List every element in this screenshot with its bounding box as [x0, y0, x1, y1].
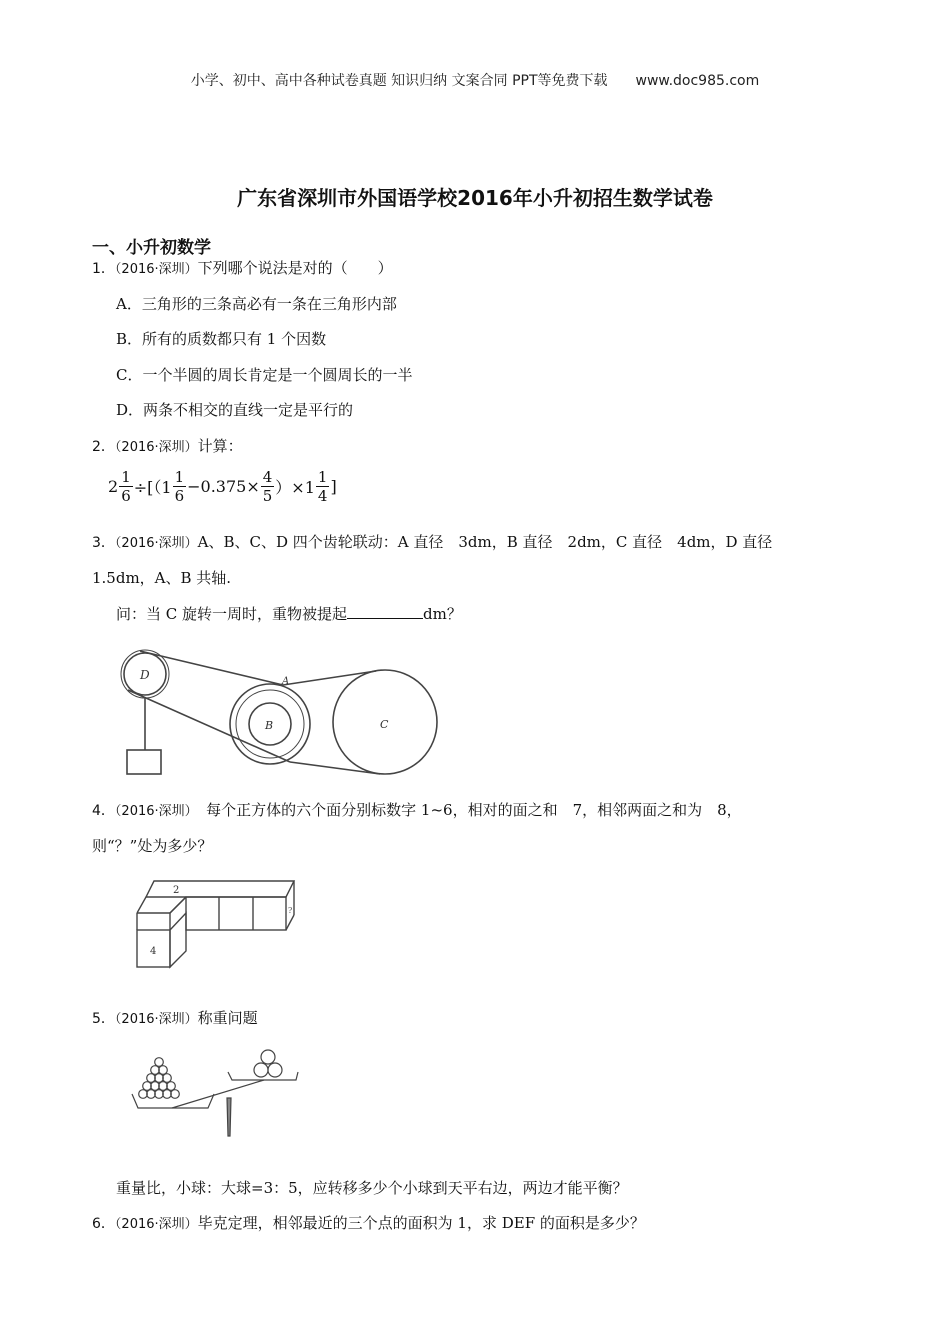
- option-b: B．所有的质数都只有 1 个因数: [116, 330, 327, 348]
- cube-side-face: [170, 913, 186, 967]
- question-text: 毕克定理，相邻最近的三个点的面积为 1，求 DEF 的面积是多少？: [197, 1214, 645, 1232]
- belt-line: [283, 671, 376, 685]
- label-b: B: [265, 719, 274, 732]
- gear-figure: [118, 644, 448, 784]
- option-d: D．两条不相交的直线一定是平行的: [116, 401, 354, 419]
- balance-beam: [172, 1080, 264, 1108]
- question-number: 2．: [92, 439, 115, 455]
- page-title: 广东省深圳市外国语学校2016年小升初招生数学试卷: [237, 186, 713, 210]
- formula-operator: −0.375×: [187, 477, 260, 496]
- header-site-link[interactable]: www.doc985.com: [635, 73, 760, 89]
- question-3-line-2: 1.5dm，A、B 共轴.: [92, 569, 232, 587]
- label-top-number: 2: [173, 885, 180, 896]
- question-text: 计算：: [197, 437, 243, 455]
- question-number: 3．: [92, 535, 115, 551]
- formula-operator: ÷[（1: [133, 478, 172, 497]
- fraction-numerator: 1: [174, 468, 185, 486]
- fraction-denominator: 6: [121, 487, 131, 505]
- question-text: 称重问题: [197, 1009, 258, 1027]
- question-source: （2016·深圳）: [114, 536, 198, 551]
- small-balls: [139, 1058, 180, 1099]
- question-source: （2016·深圳）: [114, 440, 198, 455]
- question-text: 下列哪个说法是对的（ ）: [197, 259, 393, 277]
- fraction-numerator: 1: [121, 468, 131, 486]
- fraction-denominator: 4: [317, 487, 328, 505]
- cube-edge: [286, 915, 294, 930]
- fraction-4: [316, 468, 330, 505]
- belt-line: [290, 762, 380, 774]
- question-5: [92, 1008, 258, 1030]
- balance-stand: [227, 1098, 231, 1136]
- label-a: A: [282, 676, 290, 687]
- fraction-numerator: 4: [262, 468, 273, 486]
- question-3-ask: [116, 604, 462, 624]
- cube-edge: [137, 897, 146, 913]
- question-number: 1．: [92, 261, 115, 277]
- question-number: 4．: [92, 803, 115, 819]
- fraction-denominator: 5: [262, 487, 273, 505]
- question-6: [92, 1213, 645, 1235]
- question-source: （2016·深圳）: [114, 262, 198, 277]
- cube-edge: [170, 897, 186, 913]
- question-2: [92, 436, 243, 458]
- question-4-line-2: 则“？”处为多少？: [92, 837, 213, 855]
- answer-blank[interactable]: [347, 604, 423, 619]
- ask-unit: dm？: [423, 605, 462, 623]
- big-balls: [254, 1050, 282, 1077]
- formula: [108, 468, 337, 518]
- cube-row: [186, 897, 286, 930]
- fraction-denominator: 6: [174, 487, 185, 505]
- fraction-2: [173, 468, 187, 505]
- question-text: 每个正方体的六个面分别标数字 1~6，相对的面之和 7，相邻两面之和为 8，: [191, 801, 742, 819]
- question-source: （2016·深圳）: [114, 804, 192, 819]
- page-header: [0, 70, 950, 90]
- question-number: 5．: [92, 1011, 115, 1027]
- fraction-numerator: 1: [317, 468, 328, 486]
- ask-text: 问：当 C 旋转一周时，重物被提起: [116, 605, 348, 623]
- label-bottom-number: 4: [150, 946, 157, 957]
- fraction-1: [119, 468, 133, 505]
- label-c: C: [380, 718, 389, 731]
- weight-box: [127, 750, 161, 774]
- formula-operator: ）×1: [275, 478, 315, 497]
- cube-figure: [132, 877, 302, 971]
- question-1: [92, 258, 393, 280]
- question-5-note: 重量比，小球：大球=3：5，应转移多少个小球到天平右边，两边才能平衡？: [116, 1179, 628, 1197]
- right-pan: [228, 1072, 298, 1080]
- belt-line: [140, 651, 283, 685]
- option-c: C．一个半圆的周长肯定是一个圆周长的一半: [116, 366, 413, 384]
- question-source: （2016·深圳）: [114, 1012, 198, 1027]
- balance-figure: [128, 1044, 300, 1140]
- formula-bracket: ]: [330, 477, 337, 496]
- label-question-mark: ?: [288, 906, 293, 915]
- header-text: 小学、初中、高中各种试卷真题 知识归纳 文案合同 PPT等免费下载: [190, 73, 608, 89]
- formula-whole: 2: [108, 477, 119, 496]
- fraction-3: [261, 468, 275, 505]
- question-4: [92, 800, 832, 822]
- question-3: [92, 532, 832, 554]
- left-pan: [132, 1094, 214, 1108]
- question-number: 6．: [92, 1216, 115, 1232]
- cube-top-face: [146, 881, 294, 897]
- question-text: A、B、C、D 四个齿轮联动：A 直径 3dm，B 直径 2dm，C 直径 4dm，D 直径: [197, 533, 773, 551]
- option-a: A．三角形的三条高必有一条在三角形内部: [116, 295, 397, 313]
- question-source: （2016·深圳）: [114, 1217, 198, 1232]
- section-heading: 一、小升初数学: [92, 238, 211, 258]
- label-d: D: [140, 668, 150, 682]
